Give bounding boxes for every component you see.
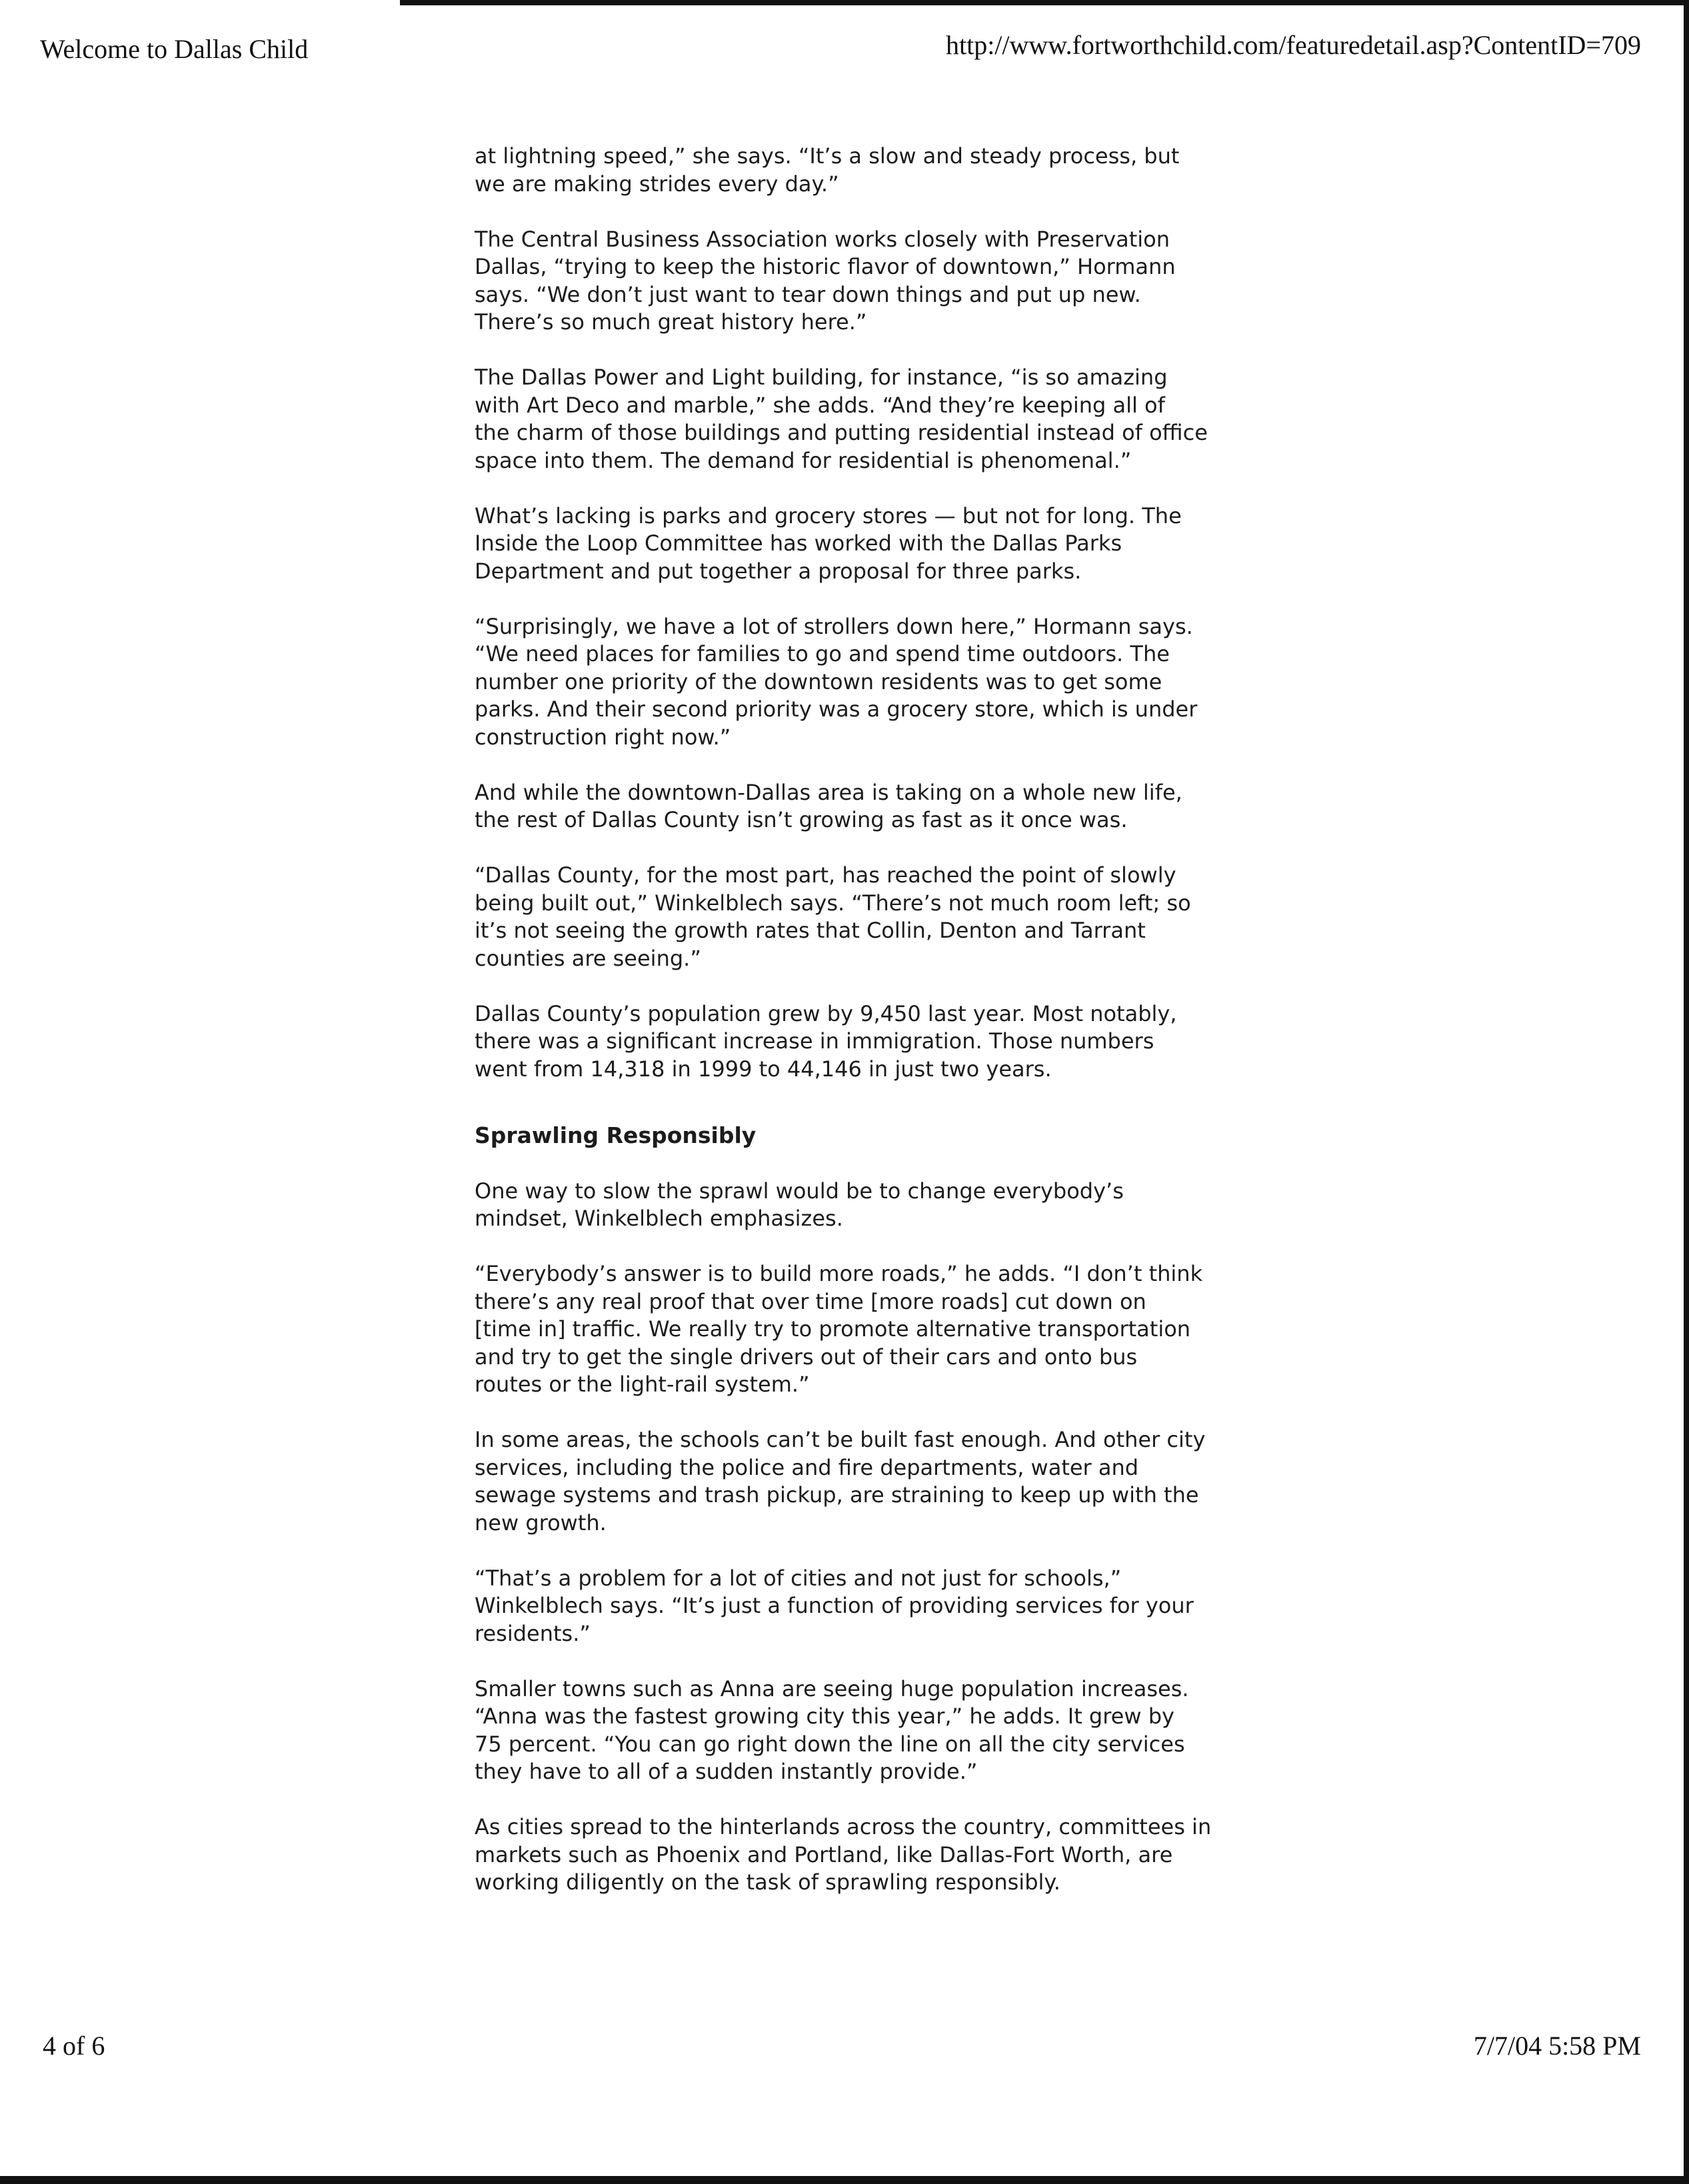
scan-edge-top (400, 0, 1689, 5)
article-paragraph: And while the downtown-Dallas area is taking on a whole new life, the rest of Dallas County isn’t growing as fast as it once was. (475, 779, 1182, 832)
article-body (475, 143, 1261, 1924)
article-paragraph: at lightning speed,” she says. “It’s a slow and steady process, but we are making strides every day.” (475, 143, 1180, 197)
article-paragraph: Smaller towns such as Anna are seeing huge population increases. “Anna was the fastest growing city this year,” he adds. It grew by 75 percent. “You can go right down the line on all the city services they have to all of a sudden instantly provide.” (475, 1675, 1189, 1784)
scan-edge-bottom (0, 2176, 1689, 2184)
article-paragraph: As cities spread to the hinterlands across the country, committees in markets such as Phoenix and Portland, like Dallas-Fort Worth, are working diligently on the task of sprawling responsibly. (475, 1814, 1212, 1895)
article-paragraph: Dallas County’s population grew by 9,450 last year. Most notably, there was a significant increase in immigration. Those numbers went from 14,318 in 1999 to 44,146 in just two years. (475, 1000, 1177, 1082)
article-paragraph: “Everybody’s answer is to build more roads,” he adds. “I don’t think there’s any real proof that over time [more roads] cut down on [time in] traffic. We really try to promote alternative transportation and try to get the single drivers out of their cars and onto bus routes or the light-rail system.” (475, 1261, 1203, 1397)
article-paragraph: “That’s a problem for a lot of cities and not just for schools,” Winkelblech says. “It’s just a function of providing services for your residents.” (475, 1565, 1194, 1646)
print-header-url: http://www.fortworthchild.com/featuredetail.asp?ContentID=709 (945, 30, 1641, 60)
article-paragraph: In some areas, the schools can’t be built fast enough. And other city services, including the police and fire departments, water and sewage systems and trash pickup, are straining to keep up with the new growth. (475, 1427, 1206, 1536)
print-footer-page-counter: 4 of 6 (43, 2031, 105, 2061)
article-paragraph: The Dallas Power and Light building, for instance, “is so amazing with Art Deco and marble,” she adds. “And they’re keeping all of the charm of those buildings and putting residential instead of office space into them. The demand for residential is phenomenal.” (475, 365, 1208, 473)
section-heading: Sprawling Responsibly (475, 1122, 757, 1148)
article-paragraph: “Surprisingly, we have a lot of strollers down here,” Hormann says. “We need places for families to go and spend time outdoors. The number one priority of the downtown residents was to get some parks. And their second priority was a grocery store, which is under construction right now.” (475, 613, 1198, 750)
print-footer-timestamp: 7/7/04 5:58 PM (1473, 2031, 1641, 2061)
scan-edge-right (1684, 0, 1689, 2184)
article-paragraph: “Dallas County, for the most part, has reached the point of slowly being built out,” Winkelblech says. “There’s not much room left; so it’s not seeing the growth rates that Collin, Denton and Tarrant counties are seeing.” (475, 862, 1191, 971)
article-paragraph: The Central Business Association works closely with Preservation Dallas, “trying to keep the historic flavor of downtown,” Hormann says. “We don’t just want to tear down things and put up new. There’s so much great history here.” (475, 226, 1176, 335)
print-header-title: Welcome to Dallas Child (40, 34, 309, 64)
article-paragraph: What’s lacking is parks and grocery stores — but not for long. The Inside the Loop Committee has worked with the Dallas Parks Department and put together a proposal for three parks. (475, 503, 1182, 584)
article-paragraph: One way to slow the sprawl would be to change everybody’s mindset, Winkelblech emphasizes. (475, 1178, 1124, 1231)
